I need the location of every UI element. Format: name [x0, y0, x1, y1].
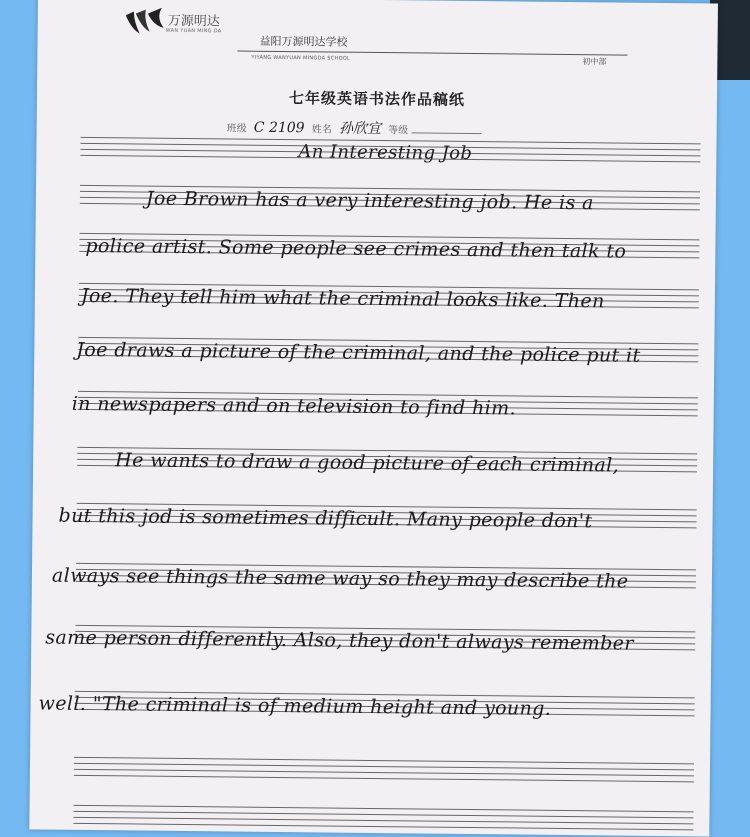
sheet-title: 七年级英语书法作品稿纸: [288, 89, 466, 109]
handwritten-line: Joe draws a picture of the criminal, and the police put it: [76, 338, 641, 367]
logo-text: 万源明达: [167, 13, 220, 30]
class-label: 班级: [226, 123, 247, 135]
essay-title: An Interesting Job: [298, 141, 473, 164]
handwritten-line: Joe Brown has a very interesting job. He is a: [145, 187, 594, 215]
class-value: C 2109: [253, 119, 305, 137]
handwritten-line: in newspapers and on television to find him.: [71, 392, 517, 420]
handwritten-line: but this jod is sometimes difficult. Many people don't: [58, 504, 593, 533]
handwritten-line: well. "The criminal is of medium height and young.: [38, 692, 552, 720]
school-name-en: YIYANG WANYUAN MINGDA SCHOOL: [251, 54, 351, 62]
name-label: 姓名: [311, 124, 332, 136]
handwritten-line: He wants to draw a good picture of each criminal,: [115, 449, 620, 477]
name-value: 孙欣宜: [338, 120, 382, 138]
handwritten-line: same person differently. Also, they don't always remember: [45, 626, 634, 655]
grade-label: 等级: [388, 125, 409, 137]
logo-subtext: WAN YUAN MING DA: [165, 27, 222, 35]
ruled-line: [73, 823, 693, 830]
handwritten-line: always see things the same way so they may describe the: [51, 564, 629, 593]
handwritten-line: police artist. Some people see crimes and then talk to: [85, 234, 627, 263]
department-label: 初中部: [582, 57, 607, 67]
handwritten-line: Joe. They tell him what the criminal looks like. Then: [80, 284, 605, 313]
handwriting-area: [29, 0, 718, 837]
school-name: 益阳万源明达学校: [259, 34, 348, 49]
writing-sheet: [29, 0, 718, 837]
ruled-line: [74, 775, 694, 782]
